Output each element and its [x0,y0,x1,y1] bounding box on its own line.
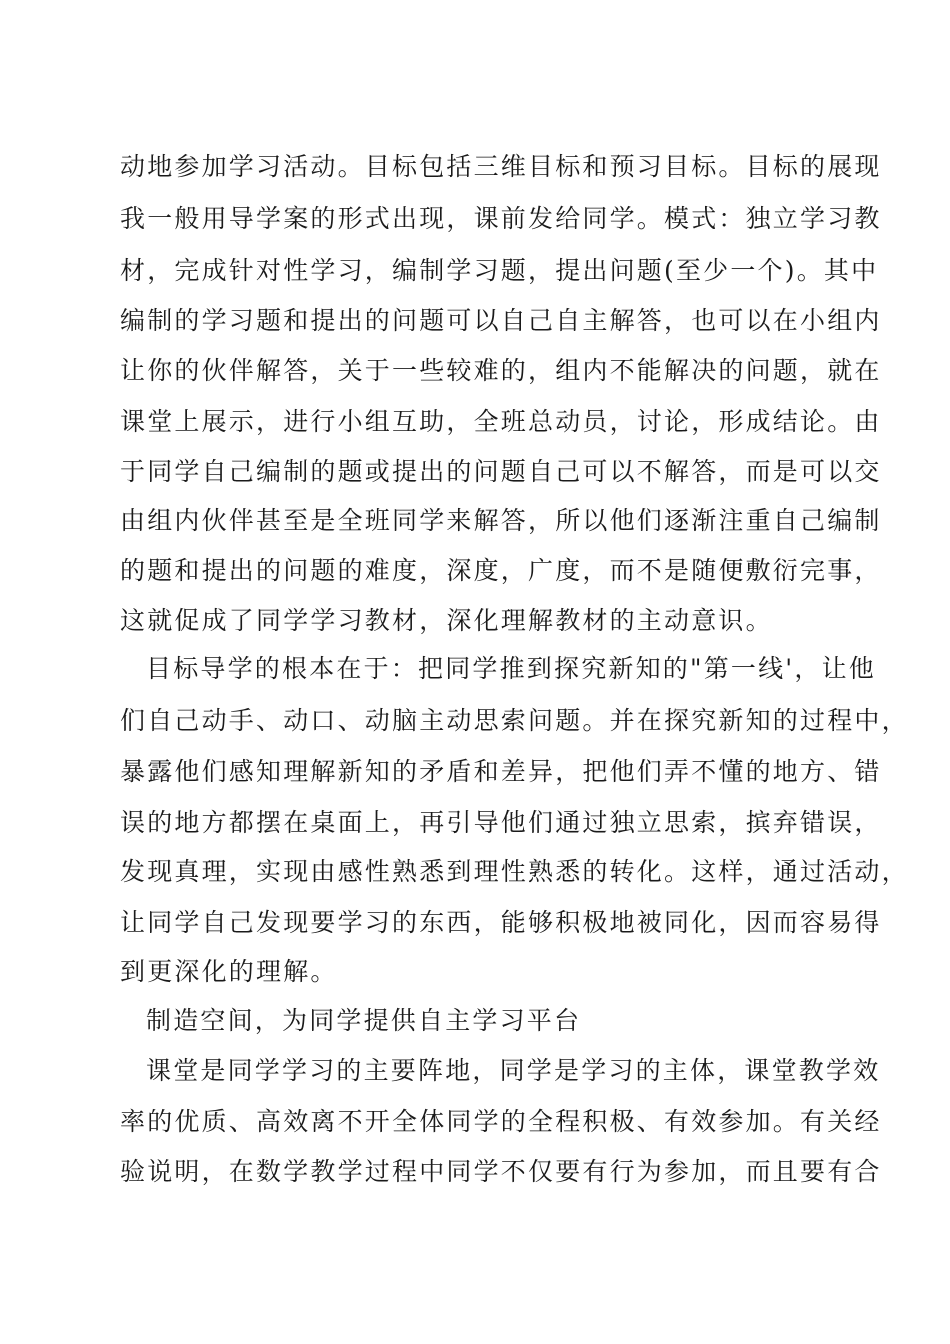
text-line: 到更深化的理解。 [120,957,338,986]
paragraph-first-line: 目标导学的根本在于：把同学推到探究新知的"第一线'，让他 [146,654,876,683]
text-line: 发现真理，实现由感性熟悉到理性熟悉的转化。这样，通过活动， [120,857,909,886]
text-line: 暴露他们感知理解新知的矛盾和差异，把他们弄不懂的地方、错 [120,757,882,786]
text-line: 材，完成针对性学习，编制学习题，提出问题(至少一个)。其中 [120,256,879,285]
text-line: 让你的伙伴解答，关于一些较难的，组内不能解决的问题，就在 [120,356,882,385]
section-heading: 制造空间，为同学提供自主学习平台 [146,1006,582,1035]
text-line: 率的优质、高效离不开全体同学的全程积极、有效参加。有关经 [120,1107,882,1136]
text-line: 的题和提出的问题的难度，深度，广度，而不是随便敷衍完事， [120,556,882,585]
text-line: 们自己动手、动口、动脑主动思索问题。并在探究新知的过程中， [120,706,909,735]
text-line: 误的地方都摆在桌面上，再引导他们通过独立思索，摈弃错误， [120,808,882,837]
text-line: 编制的学习题和提出的问题可以自己自主解答，也可以在小组内 [120,306,882,335]
text-line: 这就促成了同学学习教材，深化理解教材的主动意识。 [120,606,773,635]
text-line: 课堂上展示，进行小组互助，全班总动员，讨论，形成结论。由 [120,407,882,436]
text-line: 我一般用导学案的形式出现，课前发给同学。模式：独立学习教 [120,204,882,233]
text-line: 于同学自己编制的题或提出的问题自己可以不解答，而是可以交 [120,457,882,486]
text-line: 动地参加学习活动。目标包括三维目标和预习目标。目标的展现 [120,152,882,181]
text-line: 让同学自己发现要学习的东西，能够积极地被同化，因而容易得 [120,908,882,937]
paragraph-first-line: 课堂是同学学习的主要阵地，同学是学习的主体，课堂教学效 [146,1056,881,1085]
text-line: 由组内伙伴甚至是全班同学来解答，所以他们逐渐注重自己编制 [120,506,882,535]
text-line: 验说明，在数学教学过程中同学不仅要有行为参加，而且要有合 [120,1157,882,1186]
